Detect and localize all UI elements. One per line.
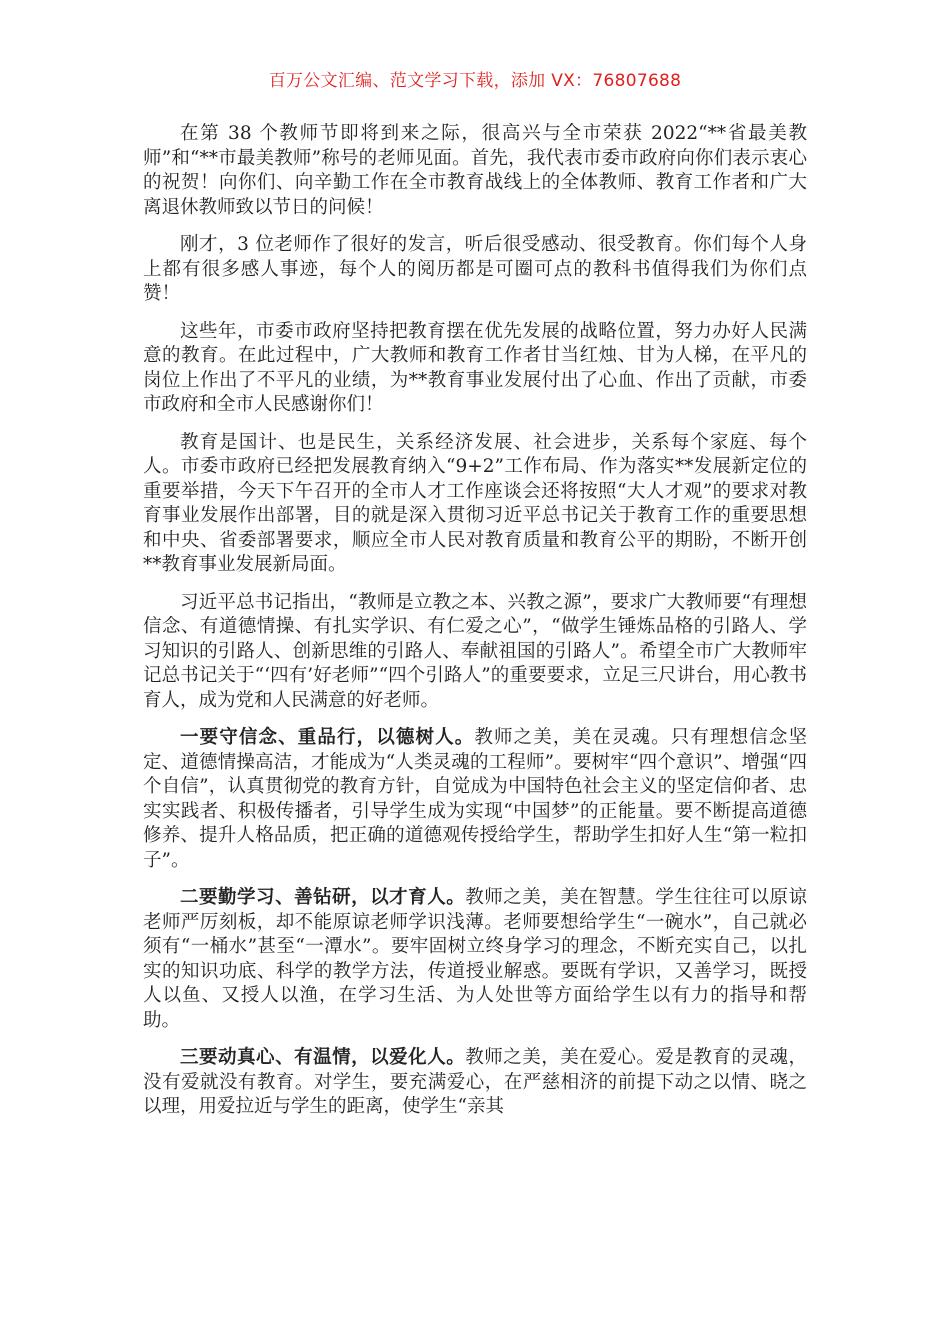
paragraph-text: 教师之美，美在智慧。学生往往可以原谅老师严厉刻板，却不能原谅老师学识浅薄。老师要想给学生“一碗水”，自己就必须有“一桶水”甚至“一潭水”。要牢固树立终身学习的理念，不断充实自己，以扎实的知识功底、科学的教学方法，传道授业解惑。要既有学识，又善学习，既授人以鱼、又授人以渔，在学习生活、为人处世等方面给学生以有力的指导和帮助。 [143, 887, 807, 1031]
paragraph-1 [143, 122, 807, 220]
paragraph-lead-heading: 一要守信念、重品行，以德树人。 [180, 727, 475, 748]
paragraph-lead-heading: 二要勤学习、善钻研，以才育人。 [180, 887, 466, 908]
paragraph-text: 在第 38 个教师节即将到来之际，很高兴与全市荣获 2022“**省最美教师”和“**市最美教师”称号的老师见面。首先，我代表市委市政府向你们表示衷心的祝贺！向你们、向辛勤工作在全市教育战线上的全体教师、教育工作者和广大离退休教师致以节日的问候！ [143, 123, 807, 218]
paragraph-text: 教师之美，美在爱心。爱是教育的灵魂，没有爱就没有教育。对学生，要充满爱心，在严慈相济的前提下动之以情、晓之以理，用爱拉近与学生的距离，使学生“亲其 [143, 1047, 807, 1117]
paragraph-text: 这些年，市委市政府坚持把教育摆在优先发展的战略位置，努力办好人民满意的教育。在此过程中，广大教师和教育工作者甘当红烛、甘为人梯，在平凡的岗位上作出了不平凡的业绩，为**教育事业发展付出了心血、作出了贡献，市委市政府和全市人民感谢你们！ [143, 320, 807, 415]
document-body [143, 122, 807, 1120]
paragraph-4 [143, 431, 807, 578]
paragraph-text: 刚才，3 位老师作了很好的发言，听后很受感动、很受教育。你们每个人身上都有很多感人事迹，每个人的阅历都是可圈可点的教科书值得我们为你们点赞！ [143, 234, 807, 304]
paragraph-7 [143, 886, 807, 1033]
paragraph-text: 习近平总书记指出，“教师是立教之本、兴教之源”，要求广大教师要“有理想信念、有道德情操、有扎实学识、有仁爱之心”，“做学生锤炼品格的引路人、学习知识的引路人、创新思维的引路人、奉献祖国的引路人”。希望全市广大教师牢记总书记关于“‘四有’好老师”“四个引路人”的重要要求，立足三尺讲台，用心教书育人，成为党和人民满意的好老师。 [143, 591, 807, 711]
paragraph-3 [143, 320, 807, 418]
paragraph-5 [143, 591, 807, 714]
paragraph-2 [143, 233, 807, 307]
paragraph-lead-heading: 三要动真心、有温情，以爱化人。 [180, 1047, 466, 1068]
paragraph-8 [143, 1046, 807, 1120]
paragraph-6 [143, 726, 807, 873]
header-watermark-text: 百万公文汇编、范文学习下载，添加 VX：76807688 [268, 71, 682, 91]
paragraph-text: 教师之美，美在灵魂。只有理想信念坚定、道德情操高洁，才能成为“人类灵魂的工程师”。要树牢“四个意识”、增强“四个自信”，认真贯彻党的教育方针，自觉成为中国特色社会主义的坚定信仰者、忠实实践者、积极传播者，引导学生成为实现“中国梦”的正能量。要不断提高道德修养、提升人格品质，把正确的道德观传授给学生，帮助学生扣好人生“第一粒扣子”。 [143, 727, 807, 871]
paragraph-text: 教育是国计、也是民生，关系经济发展、社会进步，关系每个家庭、每个人。市委市政府已经把发展教育纳入“9+2”工作布局、作为落实**发展新定位的重要举措，今天下午召开的全市人才工作座谈会还将按照“大人才观”的要求对教育事业发展作出部署，目的就是深入贯彻习近平总书记关于教育工作的重要思想和中央、省委部署要求，顺应全市人民对教育质量和教育公平的期盼，不断开创**教育事业发展新局面。 [143, 431, 807, 575]
